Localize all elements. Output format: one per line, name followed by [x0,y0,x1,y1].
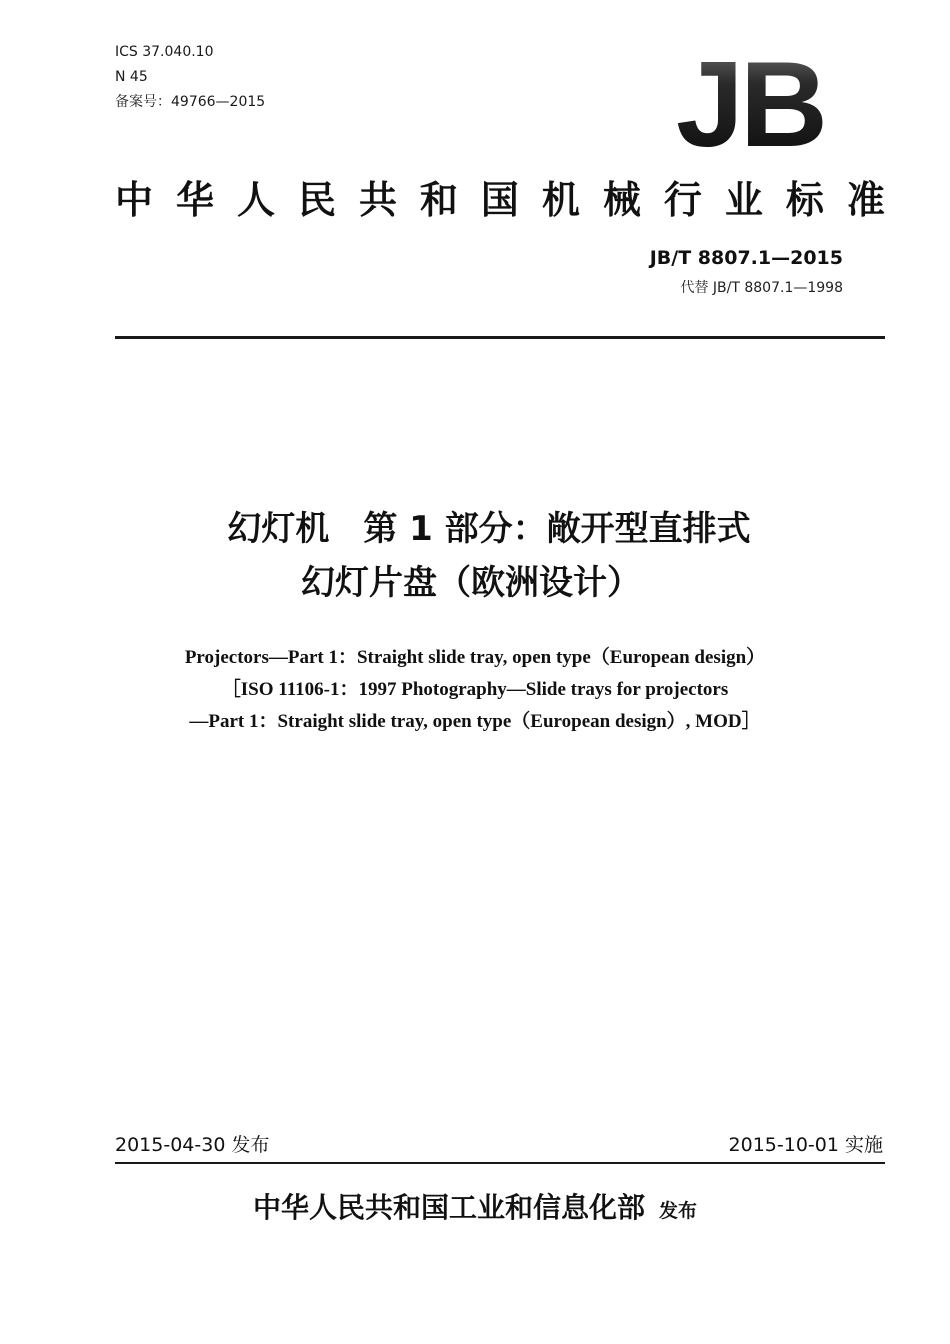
supersedes-note: 代替 JB/T 8807.1—1998 [680,280,843,296]
english-title-line-2: ［ISO 11106-1：1997 Photography—Slide trays for projectors [221,679,729,700]
title-char: 业 [724,178,763,222]
publisher-name: 中华人民共和国工业和信息化部 [252,1191,645,1224]
title-char: 机 [541,178,580,222]
title-char: 人 [236,178,275,222]
chinese-title-line-1: 幻灯机 第 1 部分：敞开型直排式 [227,509,751,549]
record-number: 备案号：49766—2015 [115,94,266,110]
ics-code: ICS 37.040.10 [115,44,214,60]
title-char: 华 [175,178,214,222]
title-char: 国 [480,178,519,222]
implementation-date: 2015-10-01 实施 [728,1134,883,1156]
title-char: 标 [785,178,824,222]
jb-logo-text: JB [676,48,824,158]
title-char: 共 [358,178,397,222]
jb-logo [660,48,840,158]
title-char: 民 [297,178,336,222]
title-char: 准 [846,178,885,222]
classification-block [115,40,265,115]
publisher [0,1186,950,1226]
title-char: 行 [663,178,702,222]
ccs-code: N 45 [115,69,148,85]
title-char: 和 [419,178,458,222]
standard-category-title [115,176,885,224]
english-title-line-1: Projectors—Part 1：Straight slide tray, open type（European design） [184,647,766,668]
standard-number: JB/T 8807.1—2015 [649,247,843,269]
title-char: 中 [115,178,154,222]
header-divider [115,336,885,339]
title-char: 械 [602,178,641,222]
footer-divider [115,1162,885,1164]
issue-date: 2015-04-30 发布 [115,1134,270,1156]
chinese-title-line-2: 幻灯片盘（欧洲设计） [301,563,641,603]
publisher-suffix: 发布 [659,1200,698,1222]
english-title-line-3: —Part 1：Straight slide tray, open type（European design）, MOD］ [189,711,761,732]
